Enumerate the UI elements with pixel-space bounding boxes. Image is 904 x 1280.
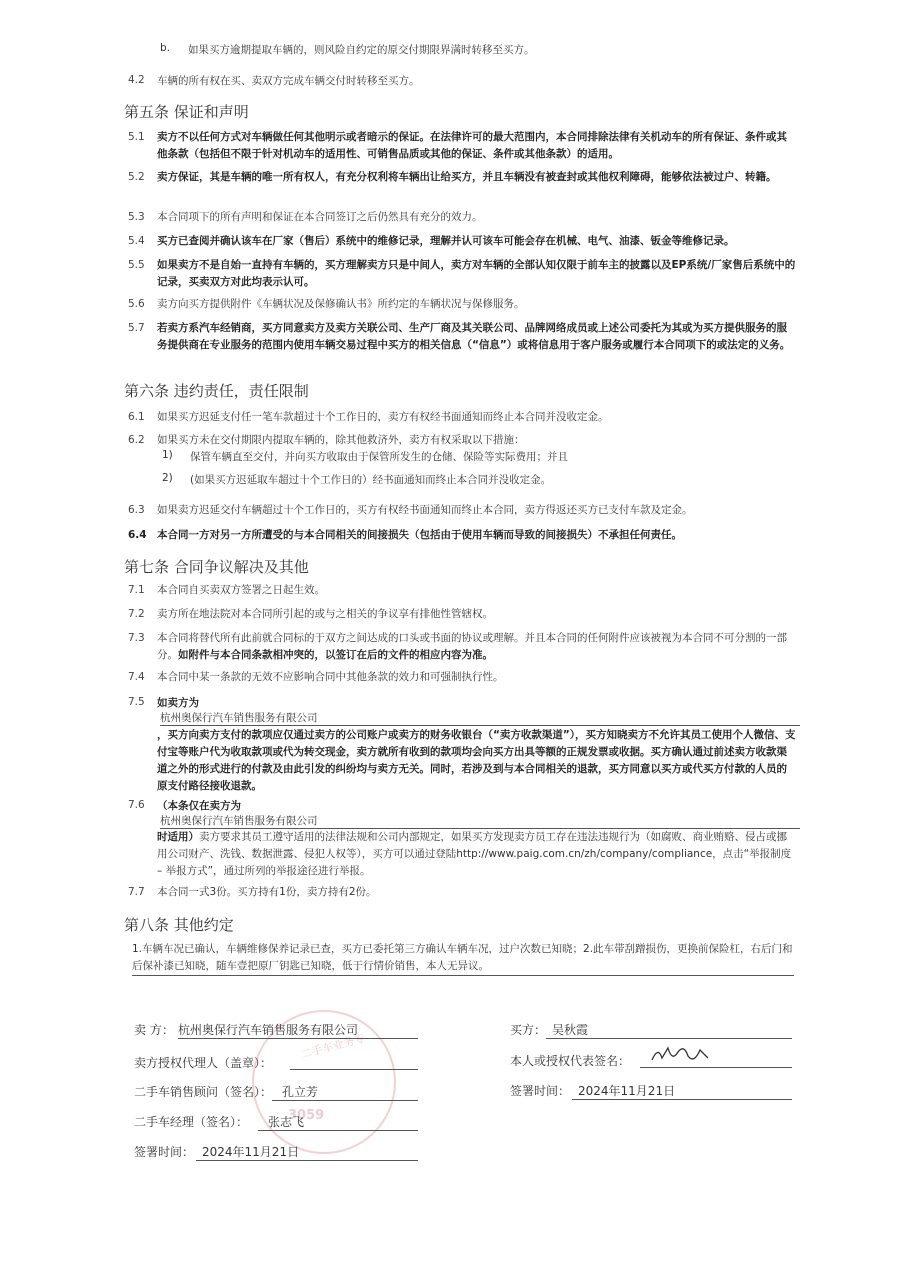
clause-7-6: [157, 829, 797, 880]
clause-b-text: 如果买方逾期提取车辆的，则风险自约定的原交付期限界满时转移至买方。: [188, 44, 535, 56]
clause-7-2: 卖方所在地法院对本合同所引起的或与之相关的争议享有排他性管辖权。: [157, 608, 493, 620]
clause-number: 6.2: [128, 434, 145, 446]
consultant-name: [272, 1083, 418, 1101]
clause-5-2: 卖方保证，其是车辆的唯一所有权人，有充分权利将车辆出让给买方，并且车辆没有被查封或其他权利障碍，能够依法被过户、转籍。: [157, 171, 777, 183]
clause-7-6-text: 卖方要求其员工遵守适用的法律法规和公司内部规定，如果买方发现卖方员工存在违法违规行为（如腐败、商业贿赂、侵占或挪用公司财产、洗钱、数据泄露、侵犯人权等），买方可以通过登陆http://www.paig.com.cn/zh/company/compliance，点击“举报制度 – 举报方式”，通过所列的举报途径进行举报。: [157, 831, 792, 877]
seller-date-label: 签署时间：: [134, 1145, 195, 1159]
manager-name: [258, 1113, 418, 1131]
clause-5-5: 如果卖方不是自始一直持有车辆的，买方理解卖方只是中间人，卖方对车辆的全部认知仅限于前车主的披露以及EP系统/厂家售后系统中的记录，买卖双方对此均表示认可。: [157, 259, 796, 288]
clause-5-1: 卖方不以任何方式对车辆做任何其他明示或者暗示的保证。在法律许可的最大范围内，本合同排除法律有关机动车的所有保证、条件或其他条款（包括但不限于针对机动车的适用性、可销售品质或其他的保证、条件或其他条款）的适用。: [157, 131, 787, 160]
manager-value: 张志飞: [268, 1115, 305, 1129]
clause-number: 5.6: [128, 298, 145, 310]
clause-number: 4.2: [128, 74, 145, 86]
buyer-date: [572, 1082, 792, 1100]
consultant-label: 二手车销售顾问（签名）：: [134, 1085, 273, 1099]
article-7-title: 第七条 合同争议解决及其他: [124, 558, 309, 576]
clause-number: 5.7: [128, 322, 145, 334]
clause-5-6: 卖方向买方提供附件《车辆状况及保修确认书》所约定的车辆状况与保修服务。: [157, 298, 525, 310]
clause-number: 7.7: [128, 886, 145, 898]
clause-7-7: 本合同一式3份。买方持有1份，卖方持有2份。: [157, 886, 377, 898]
clause-7-6-bold: 时适用）: [157, 831, 199, 843]
clause-b-number: b.: [160, 42, 171, 54]
article-8-text: 1.车辆车况已确认，车辆维修保养记录已查，买方已委托第三方确认车辆车况，过户次数已知晓；2.此车带刮蹭损伤，更换前保险杠，右后门和后保补漆已知晓，随车壹把原厂钥匙已知晓，低于行情价销售，本人无异议。: [132, 941, 794, 976]
clause-number: 7.4: [128, 671, 145, 683]
manager-label: 二手车经理（签名）：: [134, 1115, 249, 1129]
clause-6-2-1: 保管车辆直至交付，并向买方收取由于保管所发生的仓储、保险等实际费用；并且: [190, 451, 568, 463]
clause-7-6-head: （本条仅在卖方为: [157, 800, 241, 812]
clause-6-2-2-number: 2): [162, 472, 173, 484]
clause-6-4: 本合同一方对另一方所遭受的与本合同相关的间接损失（包括由于使用车辆而导致的间接损失）不承担任何责任。: [157, 529, 682, 541]
seal-number: 3059: [288, 1108, 325, 1123]
clause-number: 7.1: [128, 584, 145, 596]
buyer-sign-label: 本人或授权代表签名：: [510, 1054, 631, 1068]
clause-6-2-2: (如果买方迟延取车超过十个工作日的）经书面通知而终止本合同并没收定金。: [190, 474, 552, 486]
clause-7-3-bold: 如附件与本合同条款相冲突的，以签订在后的文件的相应内容为准。: [178, 649, 493, 661]
seller-label: 卖 方：: [134, 1023, 174, 1037]
clause-7-6-company: 杭州奥保行汽车销售服务有限公司: [160, 813, 800, 829]
clause-7-5-company: 杭州奥保行汽车销售服务有限公司: [160, 710, 800, 726]
clause-number: 6.3: [128, 504, 145, 516]
clause-7-5: ，买方向卖方支付的款项应仅通过卖方的公司账户或卖方的财务收银台（“卖方收款渠道”），买方知晓卖方不允许其员工使用个人微信、支付宝等账户代为收取款项或代为转交现金，卖方就所有收到的款项均会向买方出具等额的正规发票或收据。买方确认通过前述卖方收款渠道之外的形式进行的付款及由此引发的纠纷均与卖方无关。同时，若涉及到与本合同相关的退款，买方同意以买方或代买方付款的人员的原支付路径接收退款。: [157, 729, 796, 792]
buyer-date-label: 签署时间：: [510, 1084, 571, 1098]
clause-number: 5.2: [128, 171, 145, 183]
buyer-label: 买方：: [510, 1023, 547, 1037]
clause-number: 7.2: [128, 608, 145, 620]
clause-7-5-head: 如卖方为: [157, 697, 199, 709]
clause-6-2: 如果买方未在交付期限内提取车辆的，除其他救济外，卖方有权采取以下措施：: [157, 434, 525, 446]
clause-7-3-text: 本合同将替代所有此前就合同标的于双方之间达成的口头或书面的协议或理解。并且本合同的任何附件应该被视为本合同不可分割的一部分。: [157, 632, 787, 661]
clause-number: 7.3: [128, 632, 145, 644]
buyer-name: [546, 1021, 792, 1039]
clause-7-1: 本合同自买卖双方签署之日起生效。: [157, 584, 325, 596]
consultant-value: 孔立芳: [282, 1085, 319, 1099]
clause-number: 5.4: [128, 235, 145, 247]
clause-number: 5.3: [128, 211, 145, 223]
clause-number: 5.1: [128, 131, 145, 143]
clause-number: 7.6: [128, 799, 145, 811]
handwritten-signature: [648, 1040, 728, 1068]
article-8-title: 第八条 其他约定: [124, 916, 234, 934]
clause-6-3: 如果卖方迟延交付车辆超过十个工作日的，买方有权经书面通知而终止本合同，卖方得返还买方已支付车款及定金。: [157, 504, 693, 516]
clause-5-3: 本合同项下的所有声明和保证在本合同签订之后仍然具有充分的效力。: [157, 211, 483, 223]
seller-date: [196, 1143, 418, 1161]
seal-text: 二手车业务专: [299, 1031, 367, 1062]
seller-rep-field: [290, 1054, 418, 1070]
clause-number: 5.5: [128, 259, 145, 271]
clause-5-7: 若卖方系汽车经销商，买方同意卖方及卖方关联公司、生产厂商及其关联公司、品牌网络成员或上述公司委托为其或为买方提供服务的服务提供商在专业服务的范围内使用车辆交易过程中买方的相关信息（“信息”）或将信息用于客户服务或履行本合同项下的或法定的义务。: [157, 322, 791, 351]
article-5-title: 第五条 保证和声明: [124, 103, 249, 121]
clause-number: 6.1: [128, 411, 145, 423]
article-6-title: 第六条 违约责任，责任限制: [124, 382, 309, 400]
clause-number: 7.5: [128, 696, 145, 708]
seller-rep-label: 卖方授权代理人（盖章）：: [134, 1056, 273, 1070]
clause-6-2-1-number: 1): [162, 449, 173, 461]
buyer-value: 吴秋霞: [552, 1023, 589, 1037]
seller-name: 杭州奥保行汽车销售服务有限公司: [178, 1021, 418, 1039]
clause-7-4: 本合同中某一条款的无效不应影响合同中其他条款的效力和可强制执行性。: [157, 671, 504, 683]
clause-5-4: 买方已查阅并确认该车在厂家（售后）系统中的维修记录，理解并认可该车可能会存在机械、电气、油漆、钣金等维修记录。: [157, 235, 735, 247]
buyer-signature-field: [640, 1052, 792, 1068]
clause-7-3: [157, 630, 797, 664]
clause-number: 6.4: [128, 529, 147, 541]
clause-4-2: 车辆的所有权在买、卖双方完成车辆交付时转移至买方。: [157, 75, 420, 87]
buyer-date-value: 2024年11月21日: [578, 1084, 676, 1098]
seller-date-value: 2024年11月21日: [202, 1145, 300, 1159]
clause-6-1: 如果买方迟延支付任一笔车款超过十个工作日的，卖方有权经书面通知而终止本合同并没收定金。: [157, 411, 609, 423]
